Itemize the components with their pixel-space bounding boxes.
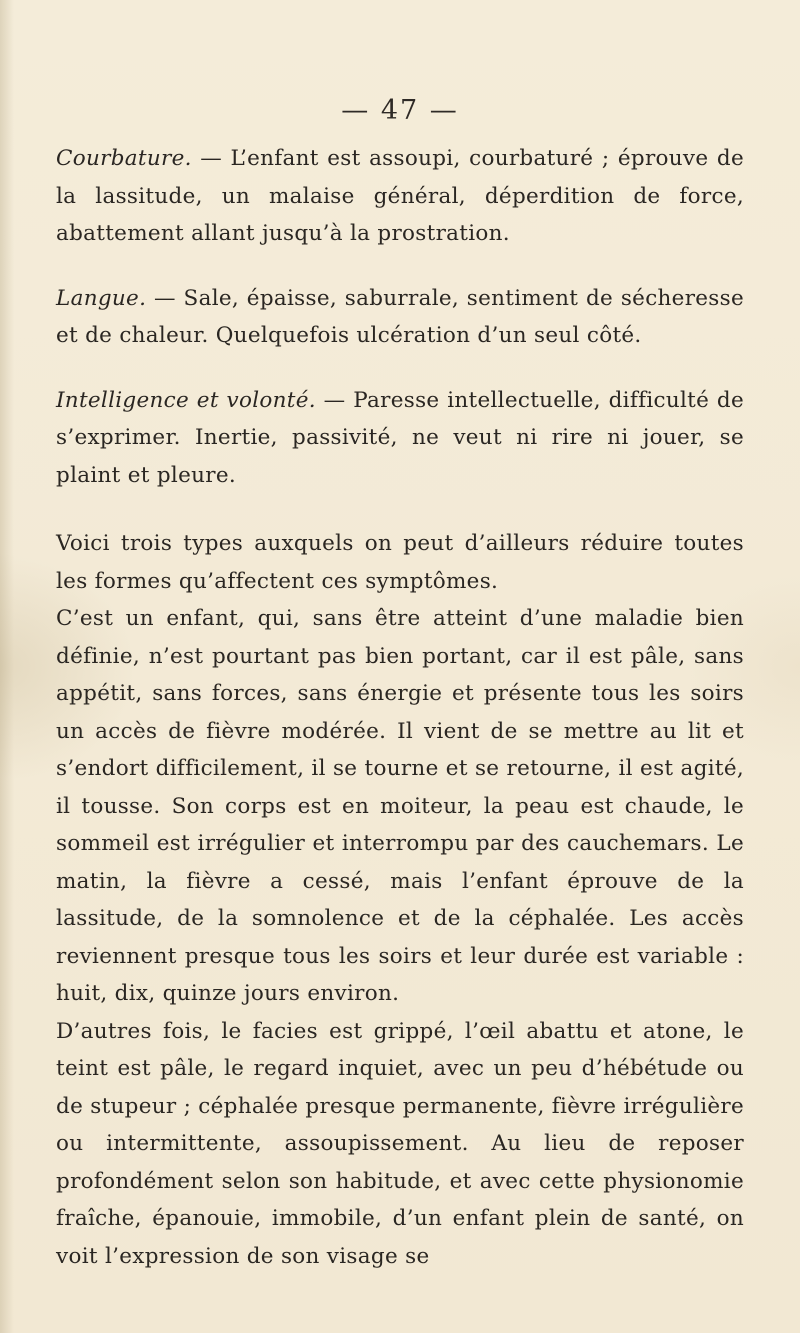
paragraph-langue [56, 280, 744, 355]
page-edge-shadow [0, 0, 14, 1333]
paragraph-heading: Intelligence et volonté. [56, 387, 316, 413]
paragraph-text: — Paresse intellectuelle, difficulté de s’exprimer. Inertie, passivité, ne veut ni rire ni jouer, se plaint et pleure. [56, 387, 744, 488]
paragraph-courbature [56, 140, 744, 253]
paragraph-heading: Langue. [56, 285, 147, 311]
paragraph-cest [56, 600, 744, 1013]
body-text [56, 140, 744, 1275]
paragraph-text: C’est un enfant, qui, sans être atteint d’une maladie bien définie, n’est pourtant pas bien portant, car il est pâle, sans appétit, sans forces, sans énergie et présente tous les soirs un accès de fièvre modérée. Il vient de se mettre au lit et s’endort difficilement, il se tourne et se retourne, il est agité, il tousse. Son corps est en moiteur, la peau est chaude, le sommeil est irrégulier et interrompu par des cauchemars. Le matin, la fièvre a cessé, mais l’enfant éprouve de la lassitude, de la somnolence et de la céphalée. Les accès reviennent presque tous les soirs et leur durée est variable : huit, dix, quinze jours environ. [56, 606, 744, 1006]
paragraph-text: — L’enfant est assoupi, courbaturé ; éprouve de la lassitude, un malaise général, déperdition de force, abattement allant jusqu’à la prostration. [56, 146, 744, 246]
paragraph-text: D’autres fois, le facies est grippé, l’œil abattu et atone, le teint est pâle, le regard inquiet, avec un peu d’hébétude ou de stupeur ; céphalée presque permanente, fièvre irrégulière ou intermittente, assoupissement. Au lieu de reposer profondément selon son habitude, et avec cette physionomie fraîche, épanouie, immobile, d’un enfant plein de santé, on voit l’expression de son visage se [56, 1018, 744, 1269]
paragraph-text: — Sale, épaisse, saburrale, sentiment de sécheresse et de chaleur. Quelquefois ulcération d’un seul côté. [56, 285, 744, 348]
page-number: — 47 — [341, 95, 459, 126]
paragraph-dautres [56, 1013, 744, 1276]
paragraph-intelligence [56, 382, 744, 495]
paragraph-text: Voici trois types auxquels on peut d’ailleurs réduire toutes les formes qu’affectent ces symptômes. [56, 531, 744, 594]
paragraph-voici [56, 525, 744, 600]
paragraph-heading: Courbature. [56, 146, 192, 171]
